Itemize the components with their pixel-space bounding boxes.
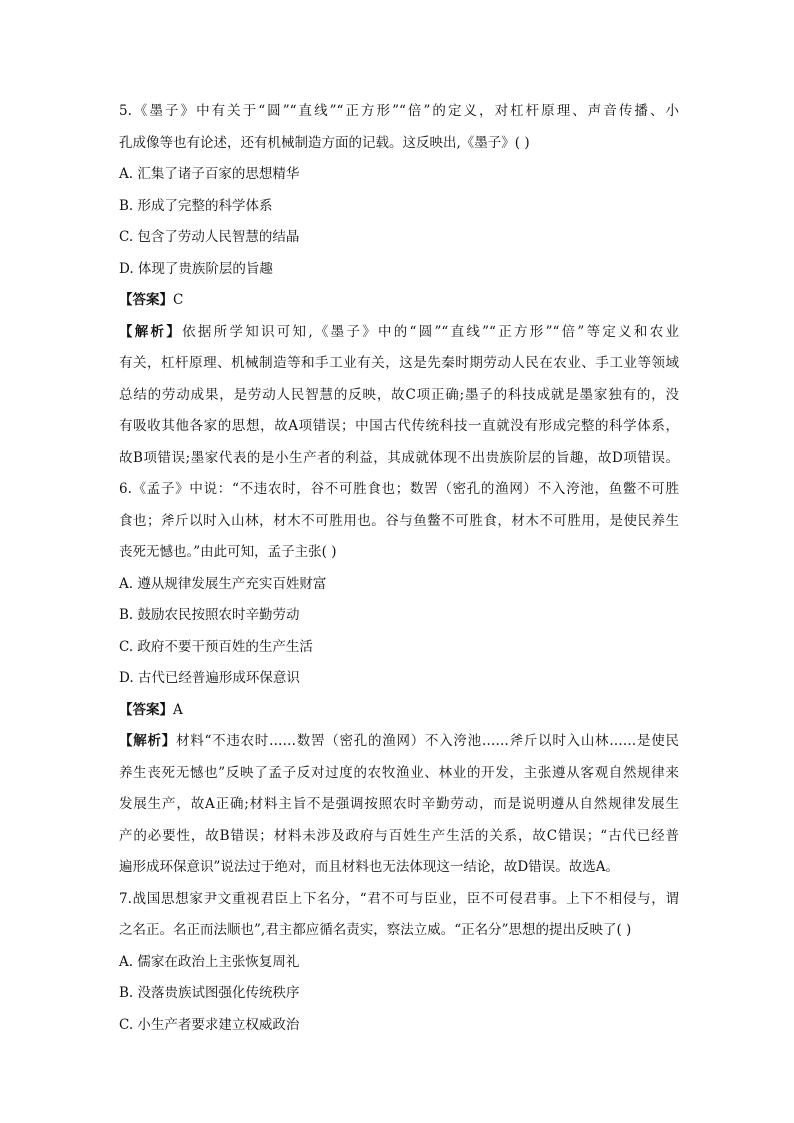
question-5-stem-line-2: 孔成像等也有论述，还有机械制造方面的记载。这反映出,《墨子》( ) xyxy=(119,135,530,151)
question-5-stem-line-1: 5.《墨子》中有关于“圆”“直线”“正方形”“倍”的定义，对杠杆原理、声音传播、小 xyxy=(119,103,679,119)
answer-tag: 【答案】 xyxy=(119,702,173,718)
question-6-option-b: B. 鼓励农民按照农时辛勤劳动 xyxy=(119,607,300,623)
question-7-stem-line-2: 之名正。名正而法顺也”,君主都应循名责实，察法立威。“正名分”思想的提出反映了( ) xyxy=(119,922,632,938)
analysis-text: 依据所学知识可知,《墨子》中的“圆”“直线”“正方形”“倍”等定义和农业 xyxy=(182,324,679,340)
question-5-option-c: C. 包含了劳动人民智慧的结晶 xyxy=(119,229,300,245)
analysis-tag: 【解析】 xyxy=(119,733,176,749)
answer-value: A xyxy=(173,702,183,718)
question-7-option-c: C. 小生产者要求建立权威政治 xyxy=(119,1017,300,1033)
question-6-option-c: C. 政府不要干预百姓的生产生活 xyxy=(119,639,313,655)
question-5-analysis-line-2: 有关，杠杆原理、机械制造等和手工业有关，这是先秦时期劳动人民在农业、手工业等领域 xyxy=(119,355,679,371)
question-6-analysis-line-2: 养生丧死无憾也”反映了孟子反对过度的农牧渔业、林业的开发，主张遵从客观自然规律来 xyxy=(119,765,679,781)
question-6-analysis-line-5: 遍形成环保意识”说法过于绝对，而且材料也无法体现这一结论，故D错误。故选A。 xyxy=(119,859,619,875)
question-5-option-b: B. 形成了完整的科学体系 xyxy=(119,198,273,214)
question-5-option-a: A. 汇集了诸子百家的思想精华 xyxy=(119,166,300,182)
question-5-analysis-line-5: 故B项错误;墨家代表的是小生产者的利益，其成就体现不出贵族阶层的旨趣，故D项错误。 xyxy=(119,450,679,466)
question-5-analysis-line-1 xyxy=(119,323,679,341)
question-5-analysis-line-4: 有吸收其他各家的思想，故A项错误；中国古代传统科技一直就没有形成完整的科学体系， xyxy=(119,418,679,434)
analysis-text: 材料“不违农时……数罟（密孔的渔网）不入洿池……斧斤以时入山林……是使民 xyxy=(175,733,680,749)
answer-value: C xyxy=(173,292,184,308)
question-7-stem-line-1: 7.战国思想家尹文重视君臣上下名分，“君不可与臣业，臣不可侵君事。上下不相侵与，谓 xyxy=(119,891,679,907)
question-6-stem-line-3: 丧死无憾也。”由此可知，孟子主张( ) xyxy=(119,544,337,560)
question-6-stem-line-2: 食也；斧斤以时入山林，材木不可胜用也。谷与鱼鳖不可胜食，材木不可胜用，是使民养生 xyxy=(119,513,679,529)
question-6-stem-line-1: 6.《孟子》中说：“不违农时，谷不可胜食也；数罟（密孔的渔网）不入洿池，鱼鳖不可胜 xyxy=(119,481,679,497)
question-6-analysis-line-3: 发展生产，故A正确;材料主旨不是强调按照农时辛勤劳动，而是说明遵从自然规律发展生 xyxy=(119,796,679,812)
analysis-tag: 【解析】 xyxy=(119,324,183,340)
question-5-analysis-line-3: 总结的劳动成果，是劳动人民智慧的反映，故C项正确;墨子的科技成就是墨家独有的，没 xyxy=(119,387,679,403)
answer-tag: 【答案】 xyxy=(119,292,173,308)
question-7-option-a: A. 儒家在政治上主张恢复周礼 xyxy=(119,954,300,970)
question-6-option-d: D. 古代已经普遍形成环保意识 xyxy=(119,670,300,686)
question-7-option-b: B. 没落贵族试图强化传统秩序 xyxy=(119,985,300,1001)
question-5-option-d: D. 体现了贵族阶层的旨趣 xyxy=(119,261,273,277)
question-6-answer xyxy=(119,701,679,719)
question-6-analysis-line-1 xyxy=(119,732,679,750)
question-6-analysis-line-4: 产的必要性，故B错误；材料未涉及政府与百姓生产生活的关系，故C错误；“古代已经普 xyxy=(119,828,679,844)
question-5-answer xyxy=(119,291,679,309)
question-6-option-a: A. 遵从规律发展生产充实百姓财富 xyxy=(119,576,327,592)
